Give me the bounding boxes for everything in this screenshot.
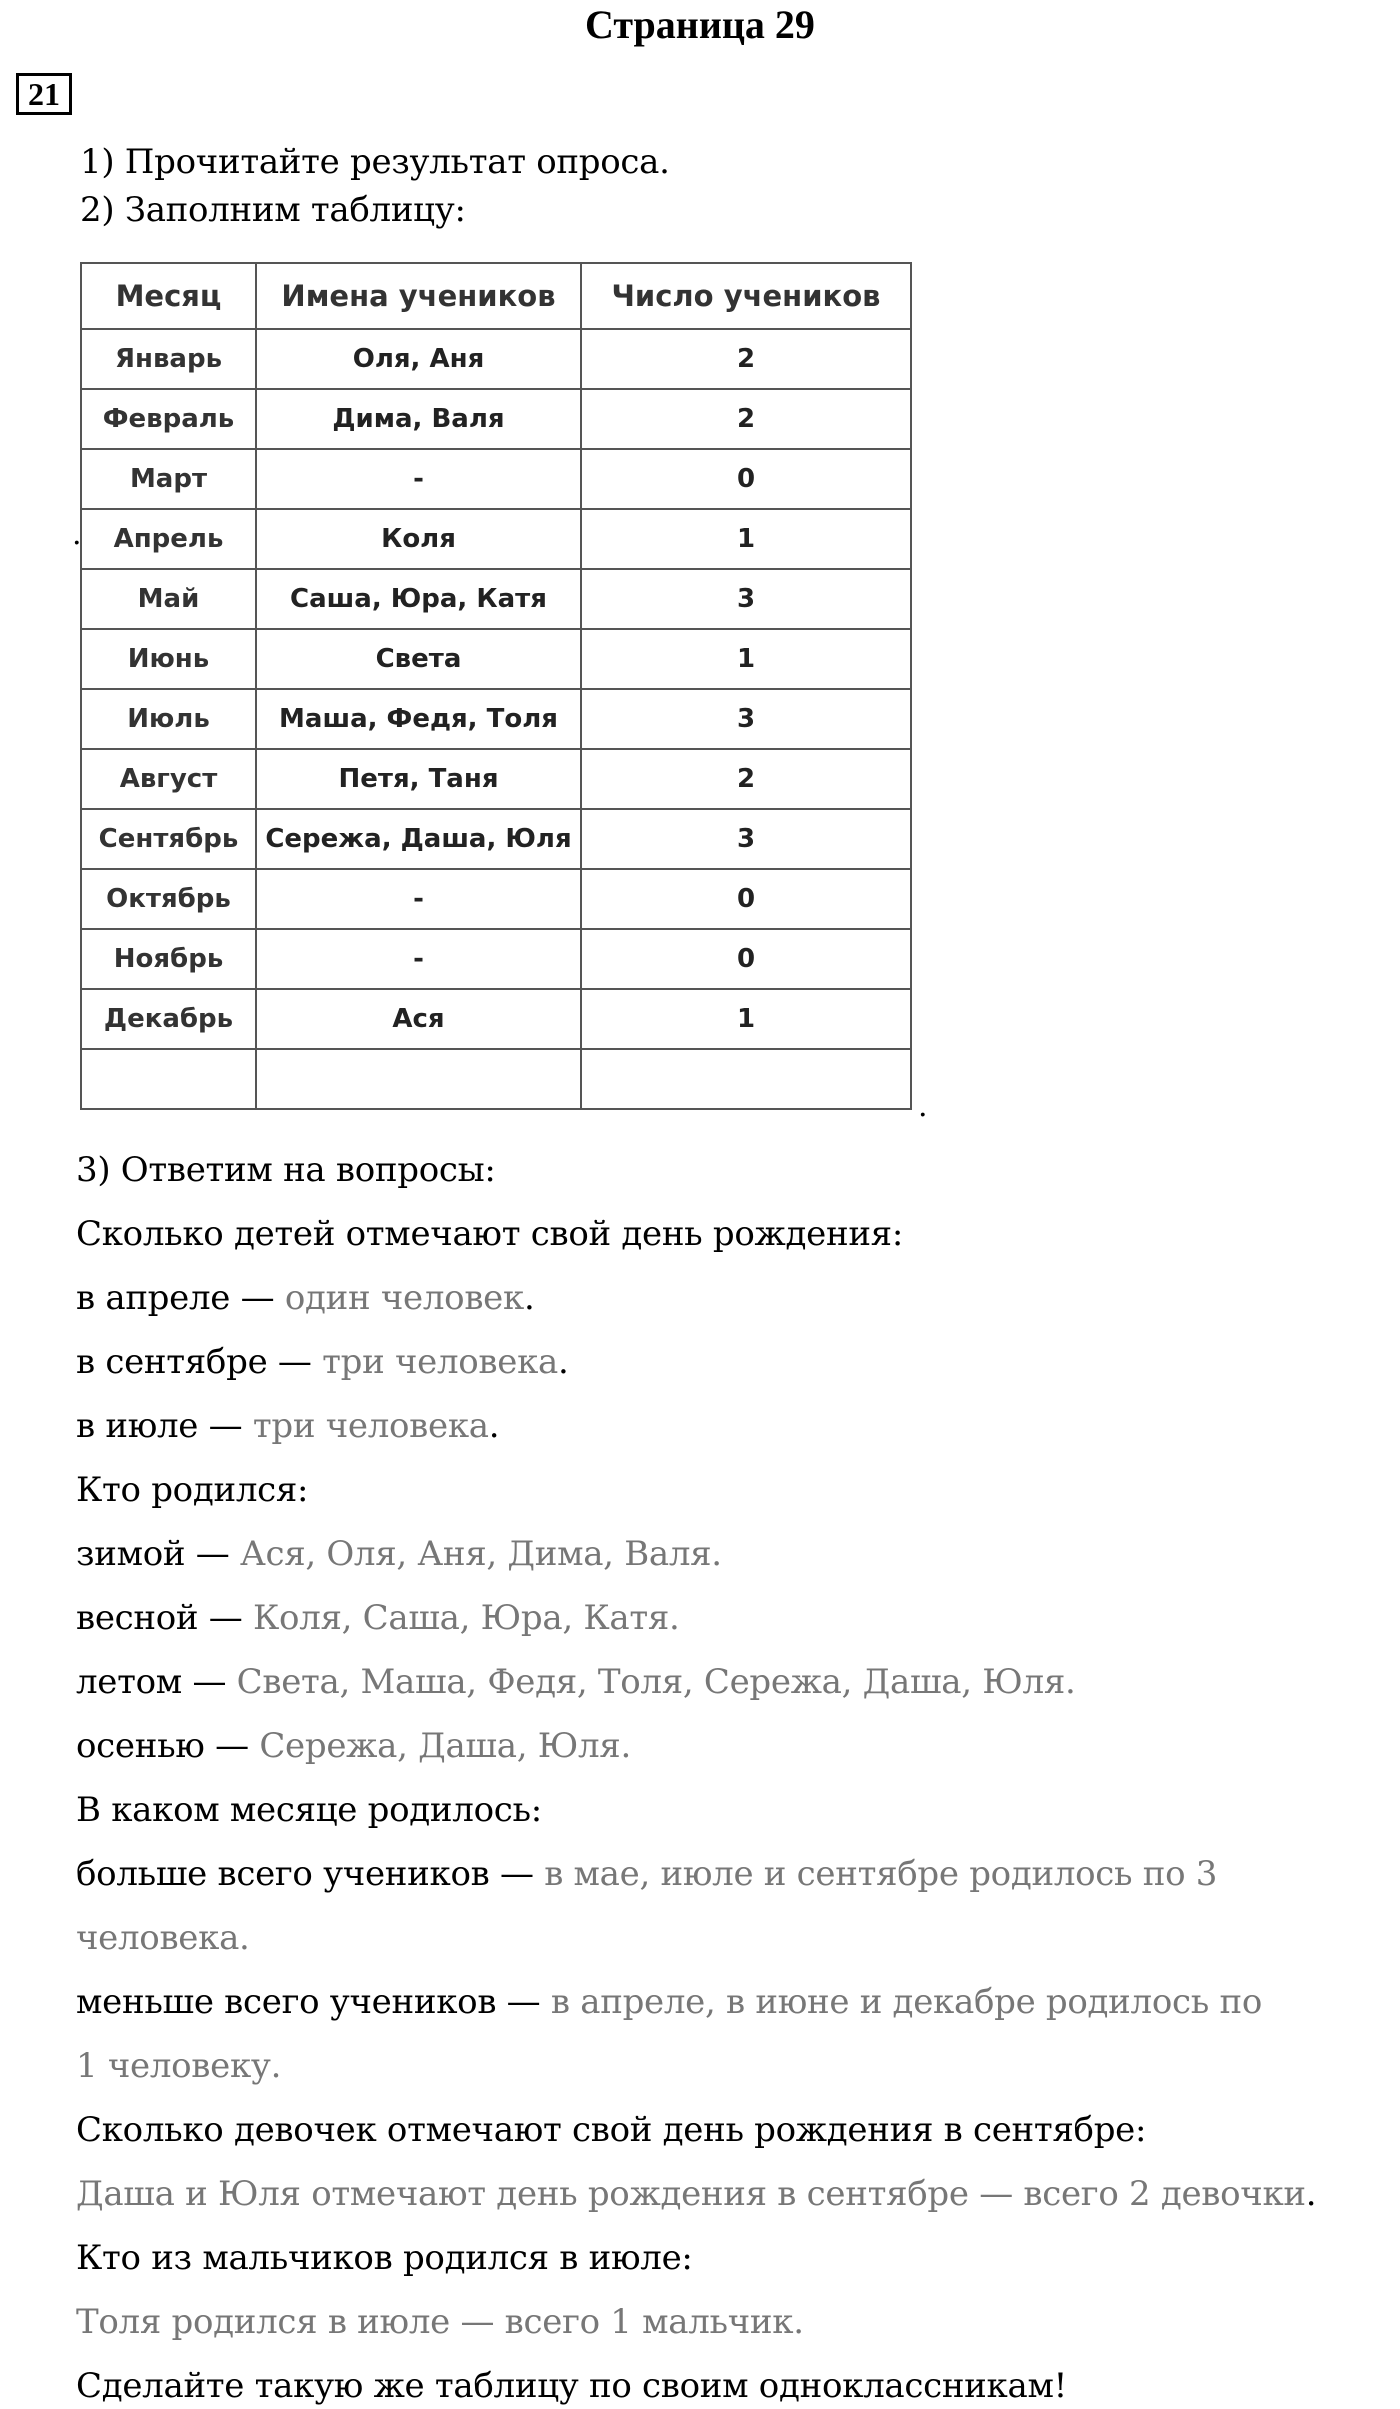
most-answer-line2: человека. — [76, 1918, 250, 1958]
cell-count: 1 — [581, 509, 911, 569]
cell-count: 2 — [581, 749, 911, 809]
header-month: Месяц — [81, 263, 256, 329]
table-end-period: . — [918, 1089, 928, 1124]
answer-boys: Толя родился в июле — всего 1 мальчик. — [76, 2302, 804, 2342]
cell-names: Дима, Валя — [256, 389, 581, 449]
cell-month: Август — [81, 749, 256, 809]
autumn-label: осенью — — [76, 1726, 260, 1766]
girls-answer: Даша и Юля отмечают день рождения в сентябре — всего 2 девочки — [76, 2174, 1306, 2214]
winter-label: зимой — — [76, 1534, 240, 1574]
table-row — [81, 749, 911, 809]
cell-count: 3 — [581, 569, 911, 629]
cell-month: Июнь — [81, 629, 256, 689]
step-2: 2) Заполним таблицу: — [80, 190, 466, 230]
cell-names: Петя, Таня — [256, 749, 581, 809]
answer-april — [76, 1276, 534, 1320]
cell-count — [581, 1049, 911, 1109]
table-row — [81, 689, 911, 749]
sept-answer: три человека — [322, 1342, 559, 1382]
cell-month: Май — [81, 569, 256, 629]
summer-label: летом — — [76, 1662, 237, 1702]
table-header-row — [81, 263, 911, 329]
table-row — [81, 989, 911, 1049]
april-period: . — [523, 1278, 535, 1318]
cell-names: - — [256, 869, 581, 929]
answer-least — [76, 1980, 1262, 2024]
least-answer-line1: в апреле, в июне и декабре родилось по — [550, 1982, 1262, 2022]
answer-winter — [76, 1532, 722, 1576]
winter-answer: Ася, Оля, Аня, Дима, Валя. — [240, 1534, 722, 1574]
answer-girls — [76, 2172, 1316, 2216]
cell-month: Октябрь — [81, 869, 256, 929]
april-label: в апреле — — [76, 1278, 285, 1318]
april-answer: один человек — [284, 1278, 524, 1318]
spring-answer: Коля, Саша, Юра, Катя. — [253, 1598, 680, 1638]
table-row — [81, 1049, 911, 1109]
cell-month: Апрель — [81, 509, 256, 569]
most-label: больше всего учеников — — [76, 1854, 545, 1894]
cell-names: Саша, Юра, Катя — [256, 569, 581, 629]
step-1: 1) Прочитайте результат опроса. — [80, 142, 670, 182]
july-answer: три человека — [252, 1406, 489, 1446]
cell-names: Света — [256, 629, 581, 689]
autumn-answer: Сережа, Даша, Юля. — [259, 1726, 631, 1766]
cell-count: 3 — [581, 809, 911, 869]
stray-mark: . — [72, 517, 82, 552]
summer-answer: Света, Маша, Федя, Толя, Сережа, Даша, Юля. — [236, 1662, 1076, 1702]
page-title: Страница 29 — [585, 2, 815, 47]
cell-count: 0 — [581, 869, 911, 929]
cell-month: Январь — [81, 329, 256, 389]
cell-count: 2 — [581, 329, 911, 389]
question-boys: Кто из мальчиков родился в июле: — [76, 2238, 693, 2278]
answer-autumn — [76, 1724, 631, 1768]
task-number-badge: 21 — [16, 73, 72, 115]
table-row — [81, 389, 911, 449]
answer-summer — [76, 1660, 1076, 1704]
sept-label: в сентябре — — [76, 1342, 323, 1382]
cell-month: Сентябрь — [81, 809, 256, 869]
answer-july — [76, 1404, 499, 1448]
least-answer-line2: 1 человеку. — [76, 2046, 282, 2086]
spring-label: весной — — [76, 1598, 254, 1638]
table-row — [81, 569, 911, 629]
most-answer-line1: в мае, июле и сентябре родилось по 3 — [544, 1854, 1218, 1894]
cell-month: Июль — [81, 689, 256, 749]
cell-names: - — [256, 929, 581, 989]
cell-month — [81, 1049, 256, 1109]
cell-count: 0 — [581, 449, 911, 509]
cell-names: Коля — [256, 509, 581, 569]
closing-instruction: Сделайте такую же таблицу по своим одноклассникам! — [76, 2366, 1067, 2406]
cell-count: 1 — [581, 989, 911, 1049]
question-month: В каком месяце родилось: — [76, 1790, 542, 1830]
question-born: Кто родился: — [76, 1470, 309, 1510]
table-row — [81, 929, 911, 989]
cell-names: Оля, Аня — [256, 329, 581, 389]
cell-names — [256, 1049, 581, 1109]
table-row — [81, 329, 911, 389]
cell-names: Сережа, Даша, Юля — [256, 809, 581, 869]
cell-month: Ноябрь — [81, 929, 256, 989]
cell-count: 0 — [581, 929, 911, 989]
cell-month: Февраль — [81, 389, 256, 449]
cell-count: 2 — [581, 389, 911, 449]
header-names: Имена учеников — [256, 263, 581, 329]
cell-count: 1 — [581, 629, 911, 689]
question-birthdays: Сколько детей отмечают свой день рождения: — [76, 1214, 903, 1254]
question-girls: Сколько девочек отмечают свой день рождения в сентябре: — [76, 2110, 1147, 2150]
july-label: в июле — — [76, 1406, 253, 1446]
table-row — [81, 509, 911, 569]
table-row — [81, 629, 911, 689]
survey-table-wrap — [80, 262, 910, 1110]
cell-names: - — [256, 449, 581, 509]
cell-names: Ася — [256, 989, 581, 1049]
header-count: Число учеников — [581, 263, 911, 329]
table-row — [81, 449, 911, 509]
answer-september — [76, 1340, 569, 1384]
cell-month: Декабрь — [81, 989, 256, 1049]
sept-period: . — [558, 1342, 569, 1382]
table-row — [81, 869, 911, 929]
cell-names: Маша, Федя, Толя — [256, 689, 581, 749]
answer-spring — [76, 1596, 680, 1640]
girls-period: . — [1305, 2174, 1317, 2214]
survey-table — [80, 262, 912, 1110]
cell-month: Март — [81, 449, 256, 509]
table-row — [81, 809, 911, 869]
least-label: меньше всего учеников — — [76, 1982, 551, 2022]
answer-most — [76, 1852, 1217, 1896]
july-period: . — [488, 1406, 500, 1446]
step-3: 3) Ответим на вопросы: — [76, 1150, 496, 1190]
cell-count: 3 — [581, 689, 911, 749]
